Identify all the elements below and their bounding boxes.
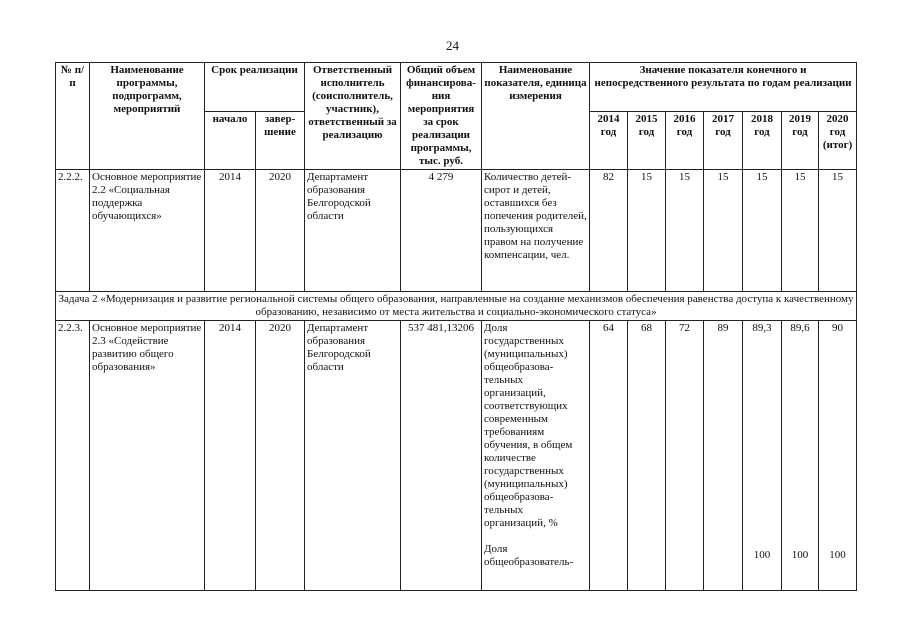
row-funding: 4 279 bbox=[401, 170, 482, 292]
header-year: 2014 год bbox=[590, 112, 628, 170]
row-start: 2014 bbox=[205, 170, 256, 292]
row-end: 2020 bbox=[256, 321, 305, 591]
row-name: Основное мероприятие 2.2 «Социальная поддержка обучающихся» bbox=[90, 170, 205, 292]
row-value: 15 bbox=[704, 170, 743, 292]
row-start: 2014 bbox=[205, 321, 256, 591]
row-value: 72 bbox=[679, 322, 691, 334]
row-value: 90 bbox=[832, 322, 844, 334]
table-row bbox=[56, 170, 857, 292]
task-text: Задача 2 «Модернизация и развитие региональной системы общего образования, направленные на создание механизмов обеспечения равенства доступа к качественному образованию, независимо от места жительства и социально-экономического статуса» bbox=[56, 292, 857, 321]
row-value: 100 bbox=[791, 549, 809, 561]
row-funding: 537 481,13206 bbox=[401, 321, 482, 591]
row-num: 2.2.2. bbox=[56, 170, 90, 292]
header-year: 2018 год bbox=[743, 112, 782, 170]
header-num: № п/п bbox=[56, 63, 90, 170]
row-value-cell bbox=[743, 321, 782, 591]
row-value-cell bbox=[704, 321, 743, 591]
row-end: 2020 bbox=[256, 170, 305, 292]
row-value: 15 bbox=[743, 170, 782, 292]
row-indicator: Количество детей-сирот и детей, оставшихся без попечения родителей, пользующихся правом на получение компенсации, чел. bbox=[482, 170, 590, 292]
header-values-title: Значение показателя конечного и непосредственного результата по годам реализации bbox=[590, 63, 857, 112]
row-value: 15 bbox=[666, 170, 704, 292]
header-row-1 bbox=[56, 63, 857, 112]
header-year: 2015 год bbox=[628, 112, 666, 170]
row-value: 100 bbox=[829, 549, 846, 561]
row-value: 100 bbox=[753, 549, 771, 561]
header-term: Срок реализации bbox=[205, 63, 305, 112]
header-name: Наименование программы, подпрограмм, мероприятий bbox=[90, 63, 205, 170]
row-value-cell bbox=[590, 321, 628, 591]
row-value-cell bbox=[666, 321, 704, 591]
header-term-end: завер-шение bbox=[256, 112, 305, 170]
row-num: 2.2.3. bbox=[56, 321, 90, 591]
header-funding: Общий объем финансирова-ния мероприятия за срок реализации программы, тыс. руб. bbox=[401, 63, 482, 170]
row-value-cell bbox=[782, 321, 819, 591]
row-value: 82 bbox=[590, 170, 628, 292]
header-year: 2019 год bbox=[782, 112, 819, 170]
row-value: 89,3 bbox=[752, 322, 772, 334]
row-name: Основное мероприятие 2.3 «Содействие развитию общего образования» bbox=[90, 321, 205, 591]
row-value: 89 bbox=[717, 322, 729, 334]
row-value: 15 bbox=[628, 170, 666, 292]
table-row bbox=[56, 321, 857, 591]
header-year: 2016 год bbox=[666, 112, 704, 170]
row-value-cell bbox=[628, 321, 666, 591]
page-number: 24 bbox=[446, 38, 459, 53]
row-indicator: Доля общеобразователь- bbox=[484, 543, 574, 568]
row-value: 15 bbox=[819, 170, 857, 292]
header-year: 2017 год bbox=[704, 112, 743, 170]
header-responsible: Ответственный исполнитель (соисполнитель, участник), ответственный за реализацию bbox=[305, 63, 401, 170]
header-term-start: начало bbox=[205, 112, 256, 170]
program-table bbox=[55, 62, 857, 591]
header-indicator: Наименование показателя, единица измерения bbox=[482, 63, 590, 170]
task-row bbox=[56, 292, 857, 321]
row-value-cell bbox=[819, 321, 857, 591]
row-indicator: Доля государственных (муниципальных) общеобразова-тельных организаций, соответствующих современным требованиям обучения, в общем количестве государственных (муниципальных) общеобразова-тельных организаций, % bbox=[484, 322, 573, 529]
row-responsible: Департамент образования Белгородской области bbox=[305, 170, 401, 292]
row-value: 68 bbox=[641, 322, 653, 334]
row-responsible: Департамент образования Белгородской области bbox=[305, 321, 401, 591]
row-value: 89,6 bbox=[790, 322, 810, 334]
header-year: 2020 год (итог) bbox=[819, 112, 857, 170]
row-value: 64 bbox=[603, 322, 615, 334]
row-indicators bbox=[482, 321, 590, 591]
row-value: 15 bbox=[782, 170, 819, 292]
